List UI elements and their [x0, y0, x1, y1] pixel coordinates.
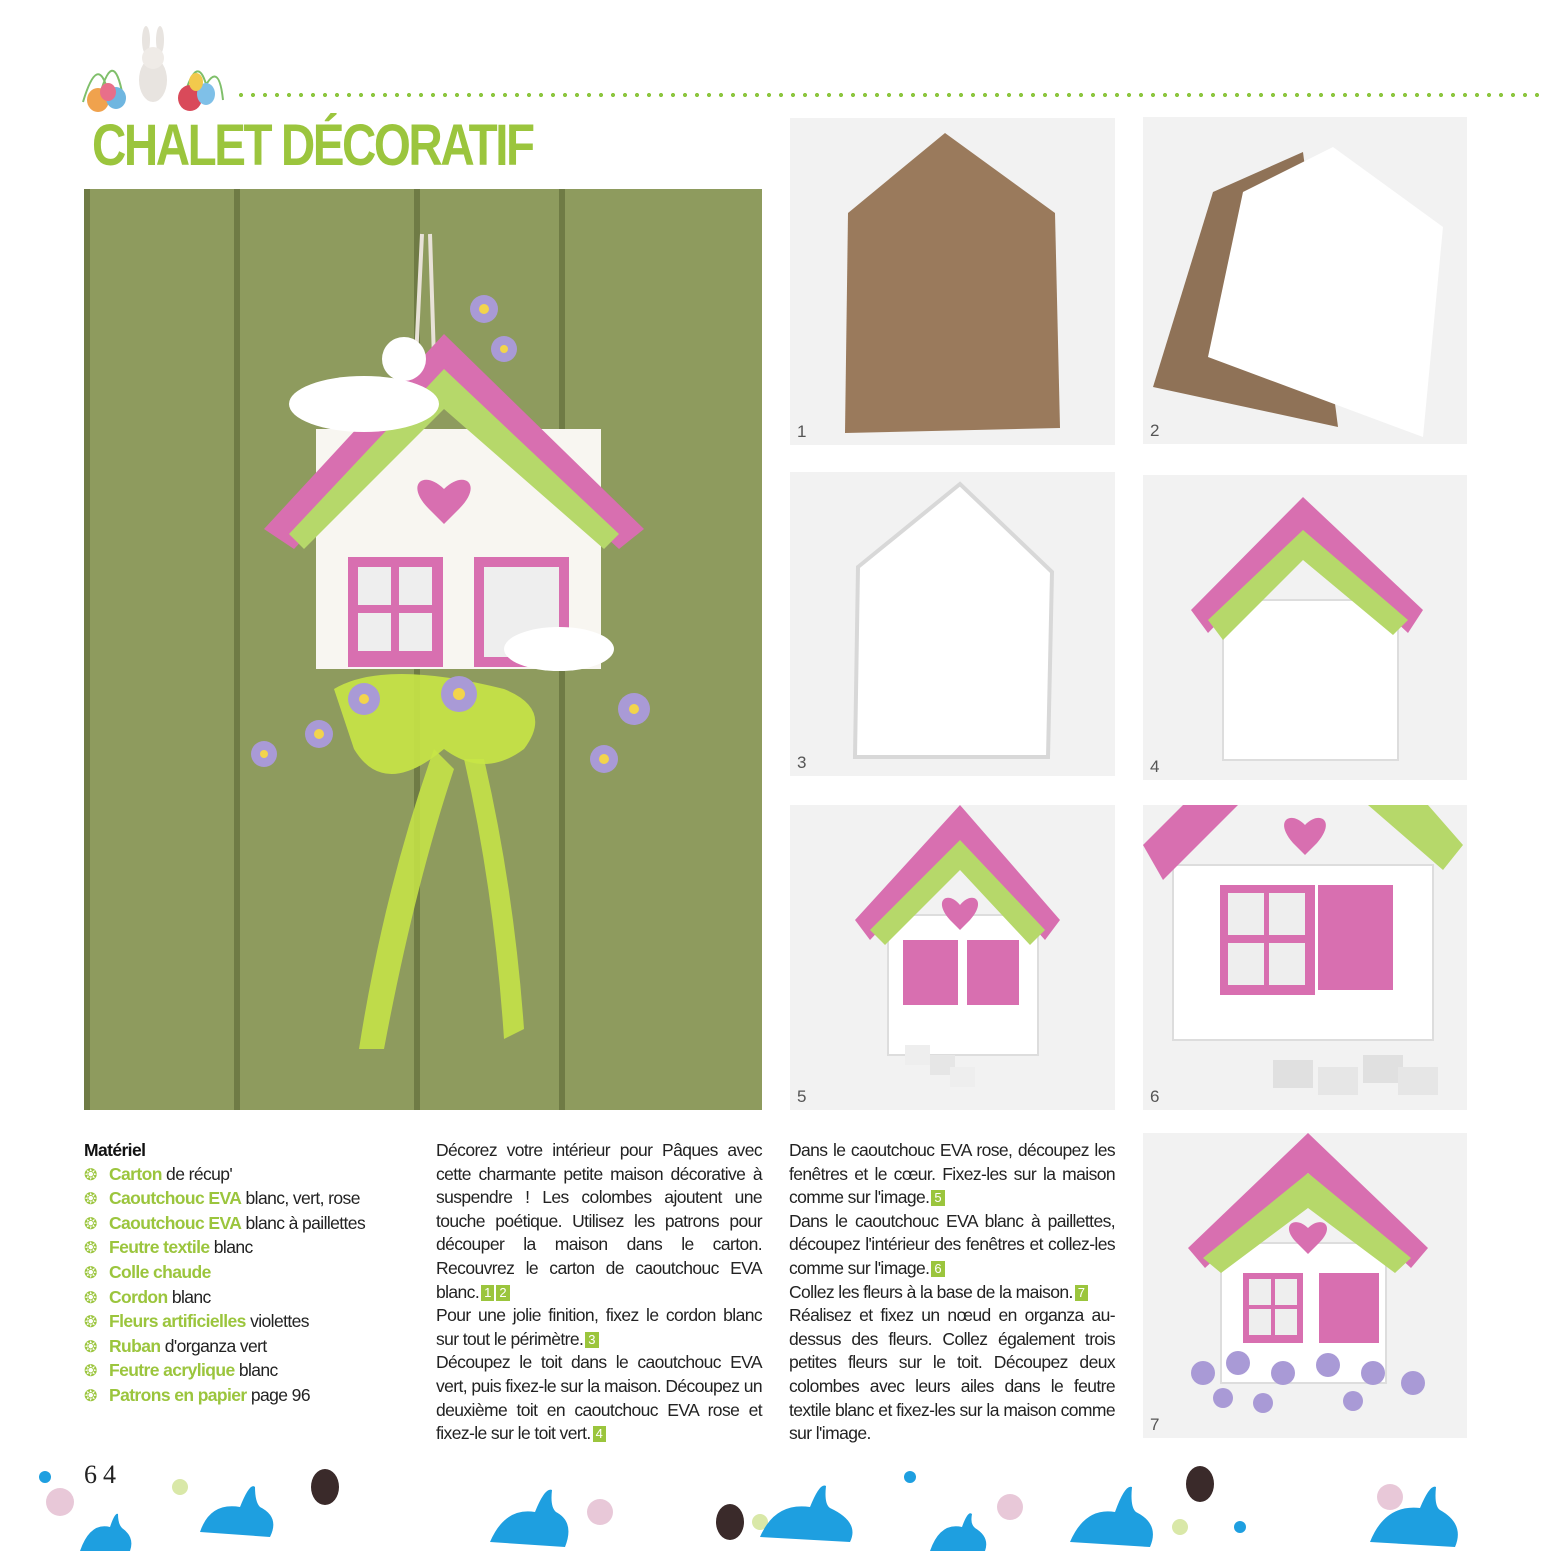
house-with-flowers	[1143, 1133, 1467, 1438]
instruction-paragraph: Dans le caoutchouc EVA blanc à paillettes, découpez l'intérieur des fenêtres et collez-les comme sur l'image. 6	[789, 1210, 1115, 1278]
step-number: 6	[1150, 1087, 1160, 1106]
flower-bullet-icon: ❂	[84, 1289, 97, 1307]
material-name: Feutre textile	[109, 1237, 210, 1258]
material-name: Feutre acrylique	[109, 1360, 235, 1381]
main-photo-chalet	[84, 189, 762, 1110]
flower-bullet-icon: ❂	[84, 1338, 97, 1356]
material-name: Caoutchouc EVA	[109, 1188, 242, 1209]
material-detail: de récup'	[161, 1163, 233, 1184]
step-badge: 5	[931, 1190, 944, 1206]
material-name: Carton	[109, 1163, 162, 1184]
step-photo-4	[1143, 475, 1467, 780]
instruction-paragraph: Pour une jolie finition, fixez le cordon blanc sur tout le périmètre. 3	[436, 1305, 762, 1349]
easter-bunny-eggs-icon	[78, 22, 228, 112]
material-item	[84, 1212, 414, 1237]
house-with-windows	[790, 805, 1115, 1110]
step-number: 4	[1150, 757, 1160, 776]
flower-bullet-icon: ❂	[84, 1314, 97, 1332]
material-name: Colle chaude	[109, 1261, 211, 1282]
material-detail: page 96	[246, 1384, 310, 1405]
step-number: 7	[1150, 1415, 1160, 1434]
material-item	[84, 1310, 414, 1335]
instructions-column-1	[436, 1139, 762, 1446]
material-item	[84, 1187, 414, 1212]
materials-title: Matériel	[84, 1140, 146, 1160]
material-detail: blanc	[209, 1237, 253, 1258]
step-photo-3	[790, 472, 1115, 776]
flower-bullet-icon: ❂	[84, 1191, 97, 1209]
step-badge: 1	[481, 1285, 494, 1301]
material-name: Patrons en papier	[109, 1384, 247, 1405]
material-name: Ruban	[109, 1335, 161, 1356]
material-item	[84, 1359, 414, 1384]
step-badge: 6	[931, 1261, 944, 1277]
page-number: 64	[84, 1460, 122, 1489]
material-detail: violettes	[245, 1311, 309, 1332]
step-number: 1	[797, 422, 807, 441]
step-badge: 3	[585, 1332, 598, 1348]
flower-bullet-icon: ❂	[84, 1264, 97, 1282]
material-item	[84, 1335, 414, 1360]
material-item	[84, 1163, 414, 1188]
material-detail: blanc	[234, 1360, 278, 1381]
page-title: CHALET DÉCORATIF	[92, 113, 533, 178]
cardboard-house-shape	[790, 118, 1115, 445]
step-badge: 4	[593, 1426, 606, 1442]
house-with-roofs	[1143, 475, 1467, 780]
corded-house-shape	[790, 472, 1115, 776]
material-name: Caoutchouc EVA	[109, 1212, 242, 1233]
flower-bullet-icon: ❂	[84, 1215, 97, 1233]
step-photo-6	[1143, 805, 1467, 1110]
material-item	[84, 1261, 414, 1286]
step-photo-1	[790, 118, 1115, 445]
instruction-paragraph: Dans le caoutchouc EVA rose, découpez les fenêtres et le cœur. Fixez-les sur la maison comme sur l'image. 5	[789, 1140, 1115, 1208]
instruction-paragraph: Découpez le toit dans le caoutchouc EVA vert, puis fixez-le sur la maison. Découpez un deuxième toit en caoutchouc EVA rose et fixez-le sur le toit vert. 4	[436, 1352, 762, 1444]
flower-bullet-icon: ❂	[84, 1387, 97, 1405]
materials-list	[84, 1139, 414, 1409]
instruction-paragraph: Décorez votre intérieur pour Pâques avec cette charmante petite maison décorative à suspendre ! Les colombes ajoutent une touche poétique. Utilisez les patrons pour découper la maison dans le carton. Recouvrez le carton de caoutchouc EVA blanc. 1 2	[436, 1140, 762, 1302]
house-with-glitter-panes	[1143, 805, 1467, 1110]
step-number: 5	[797, 1087, 807, 1106]
flower-bullet-icon: ❂	[84, 1166, 97, 1184]
easter-bunny-pattern-icon	[0, 1462, 1551, 1551]
material-name: Cordon	[109, 1286, 168, 1307]
instruction-paragraph: Réalisez et fixez un nœud en organza au-dessus des fleurs. Collez également trois petites fleurs sur le toit. Découpez deux colombes avec leurs ailes dans le feutre textile blanc et fixez-les sur la maison comme sur l'image.	[789, 1305, 1115, 1444]
step-number: 3	[797, 753, 807, 772]
step-photo-7	[1143, 1133, 1467, 1438]
instruction-paragraph: Collez les fleurs à la base de la maison. 7	[789, 1281, 1115, 1305]
step-photo-2	[1143, 117, 1467, 444]
material-item	[84, 1384, 414, 1409]
material-detail: blanc à paillettes	[241, 1212, 366, 1233]
material-item	[84, 1286, 414, 1311]
step-number: 2	[1150, 421, 1160, 440]
material-detail: blanc	[167, 1286, 211, 1307]
step-photo-5	[790, 805, 1115, 1110]
step-badge: 2	[496, 1285, 509, 1301]
cardboard-and-eva-sheets	[1143, 117, 1467, 444]
flower-bullet-icon: ❂	[84, 1363, 97, 1381]
header-dotted-rule	[235, 92, 1545, 98]
material-name: Fleurs artificielles	[109, 1311, 246, 1332]
step-badge: 7	[1075, 1285, 1088, 1301]
instructions-column-2	[789, 1139, 1115, 1446]
material-detail: blanc, vert, rose	[241, 1188, 360, 1209]
material-item	[84, 1236, 414, 1261]
material-detail: d'organza vert	[160, 1335, 267, 1356]
flower-bullet-icon: ❂	[84, 1240, 97, 1258]
